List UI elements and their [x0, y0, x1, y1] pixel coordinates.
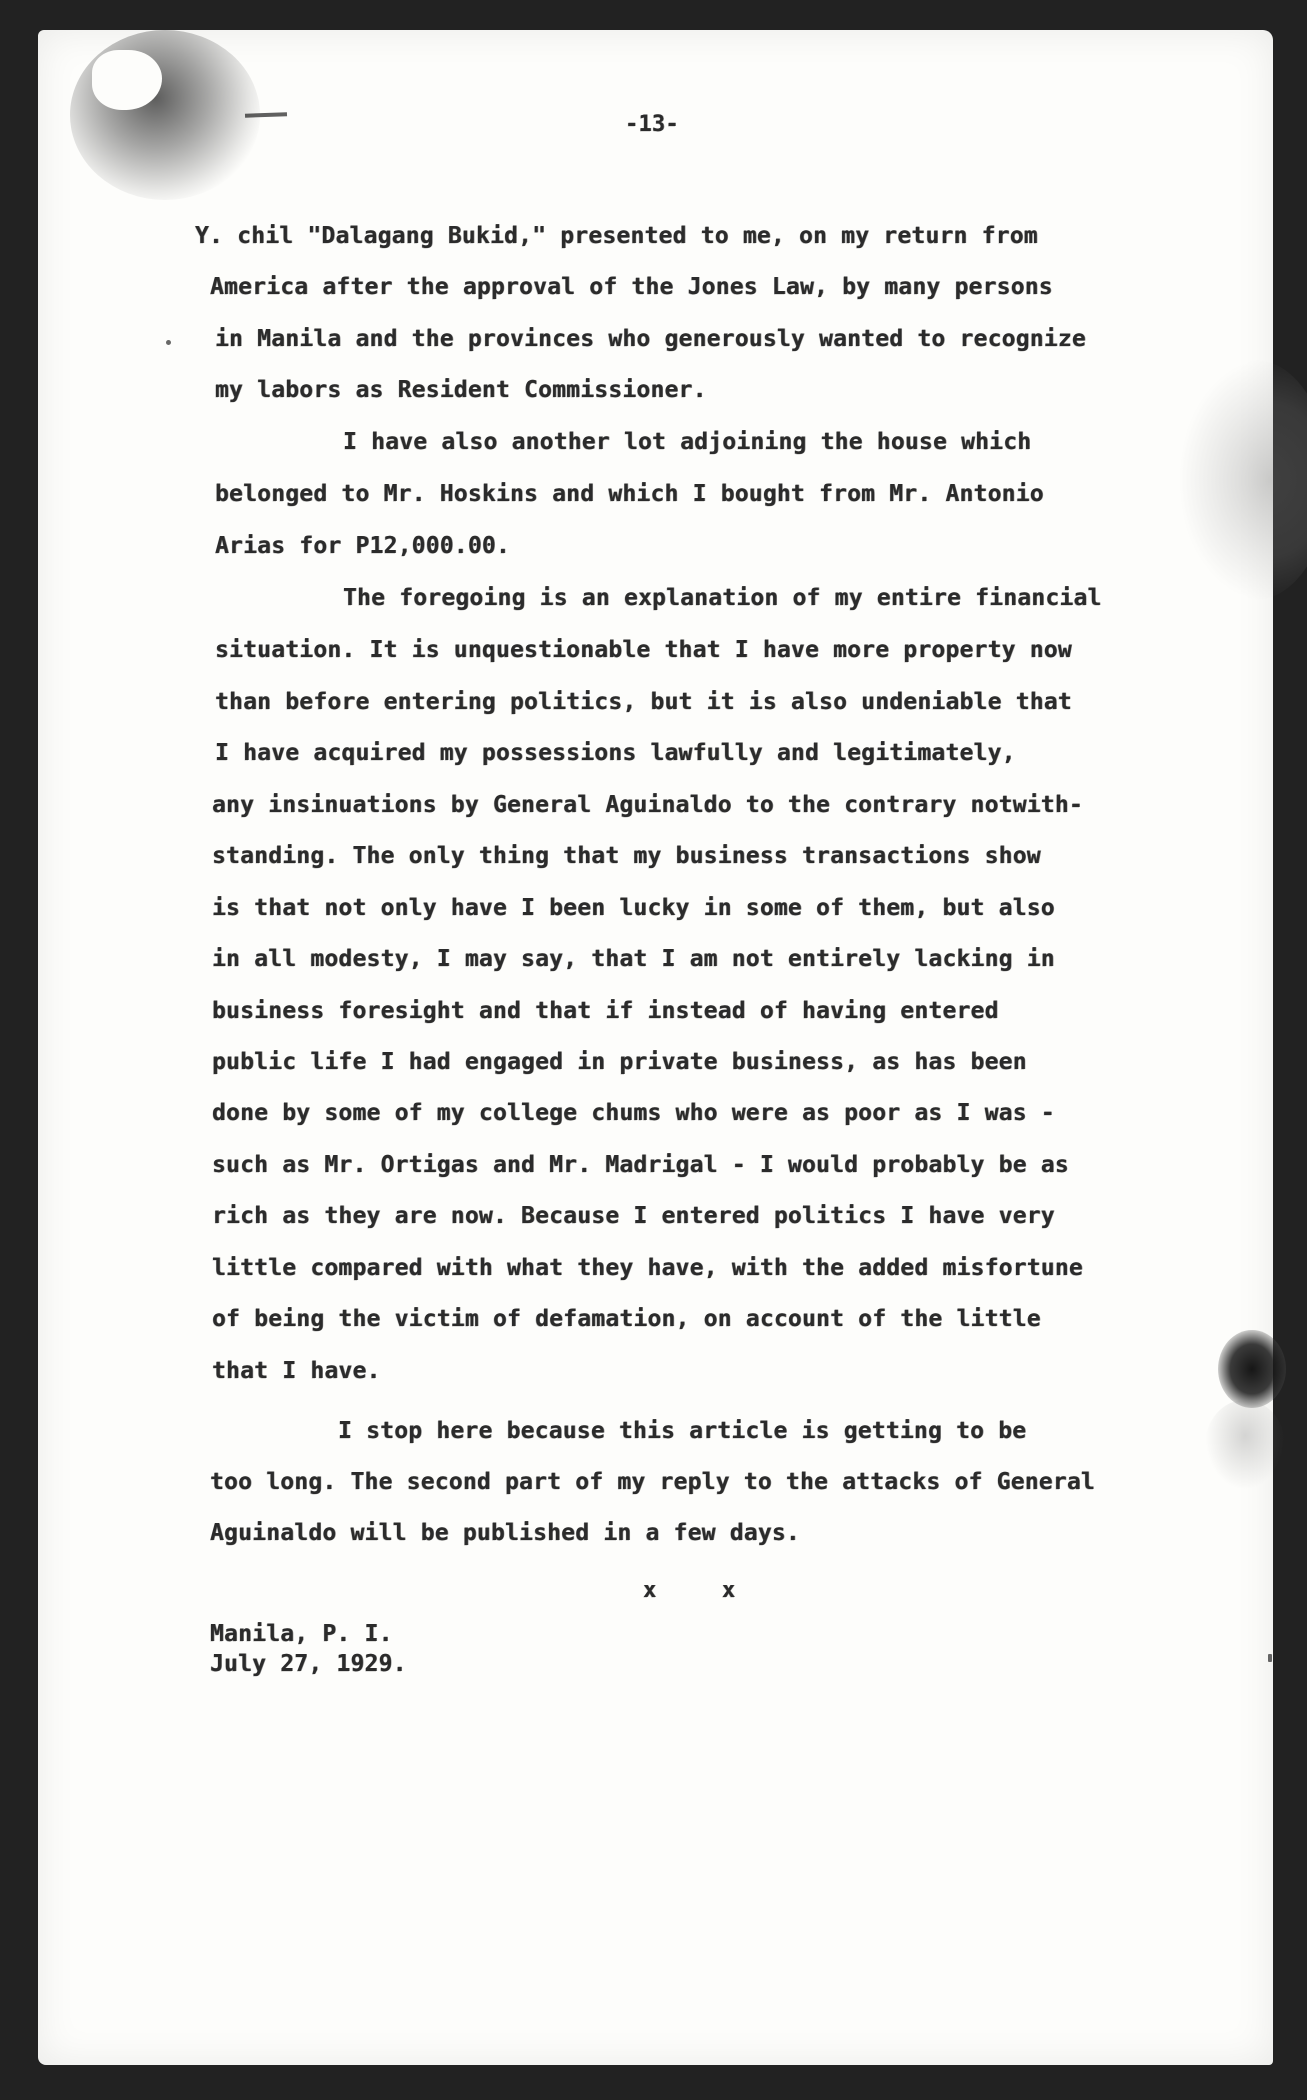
text-line: such as Mr. Ortigas and Mr. Madrigal - I would probably be as: [212, 1152, 1069, 1178]
text-line: any insinuations by General Aguinaldo to the contrary notwith-: [212, 792, 1083, 818]
text-line: my labors as Resident Commissioner.: [215, 377, 707, 403]
text-line: in all modesty, I may say, that I am not entirely lacking in: [212, 946, 1055, 972]
text-line: little compared with what they have, with the added misfortune: [212, 1255, 1083, 1281]
text-line: The foregoing is an explanation of my entire financial: [343, 585, 1102, 611]
text-line: I have acquired my possessions lawfully and legitimately,: [215, 740, 1016, 766]
page-number: -13-: [625, 112, 679, 137]
end-markers: x x: [643, 1578, 736, 1603]
text-line: too long. The second part of my reply to the attacks of General: [210, 1469, 1095, 1495]
text-line: is that not only have I been lucky in some of them, but also: [212, 895, 1055, 921]
text-line: I have also another lot adjoining the house which: [343, 429, 1032, 455]
text-line: rich as they are now. Because I entered politics I have very: [212, 1203, 1055, 1229]
dateline-place: Manila, P. I.: [210, 1621, 393, 1647]
text-line: Arias for P12,000.00.: [215, 533, 510, 559]
text-line: public life I had engaged in private business, as has been: [212, 1049, 1027, 1075]
text-line: of being the victim of defamation, on account of the little: [212, 1306, 1041, 1332]
text-line: standing. The only thing that my business transactions show: [212, 843, 1041, 869]
speck-mark: [166, 340, 171, 345]
text-line: Aguinaldo will be published in a few days.: [210, 1520, 800, 1546]
text-line: than before entering politics, but it is also undeniable that: [215, 689, 1072, 715]
text-line: in Manila and the provinces who generously wanted to recognize: [215, 326, 1086, 352]
text-line: situation. It is unquestionable that I have more property now: [215, 637, 1072, 663]
text-line: America after the approval of the Jones Law, by many persons: [210, 274, 1053, 300]
dateline-date: July 27, 1929.: [210, 1651, 407, 1677]
text-line: done by some of my college chums who were as poor as I was -: [212, 1100, 1055, 1126]
text-line: I stop here because this article is getting to be: [338, 1418, 1027, 1444]
text-line: that I have.: [212, 1358, 381, 1384]
speck-mark: [1268, 1654, 1272, 1662]
text-line: business foresight and that if instead of having entered: [212, 998, 999, 1024]
text-line: belonged to Mr. Hoskins and which I bought from Mr. Antonio: [215, 481, 1044, 507]
text-line: Y. chil "Dalagang Bukid," presented to me, on my return from: [195, 223, 1038, 249]
